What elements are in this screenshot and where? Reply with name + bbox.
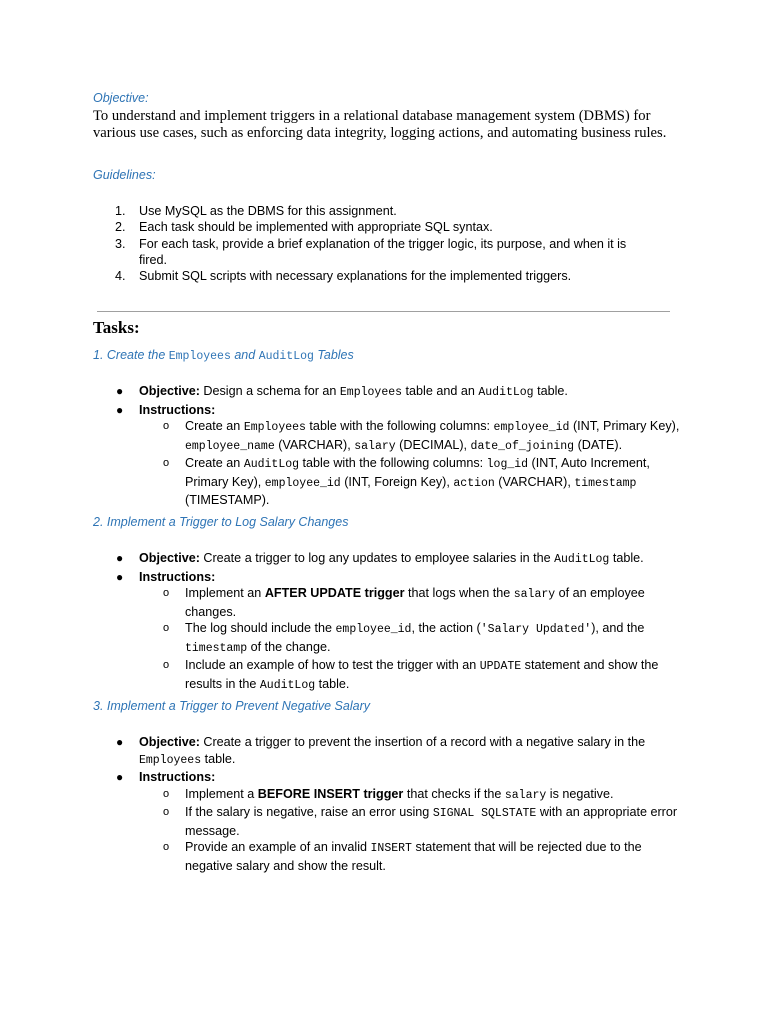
objective-bullet: ● Objective: Create a trigger to prevent the insertion of a record with a negative salary in the Employees table.	[116, 735, 646, 767]
text-run: 2. Implement a Trigger to Log Salary Changes	[93, 515, 349, 529]
inline-code: AuditLog	[258, 350, 314, 363]
text-run: that logs when the	[404, 586, 514, 600]
bullet-icon: ●	[116, 384, 124, 398]
text-run: with an appropriate error message.	[185, 805, 678, 838]
text-run: Include an example of how to test the trigger with an	[185, 658, 480, 672]
task-bullets	[93, 383, 683, 509]
inline-code: employee_id	[335, 623, 412, 636]
guideline-item: 4. Submit SQL scripts with necessary explanations for the implemented triggers.	[115, 269, 572, 284]
task-bullets	[93, 734, 683, 874]
text-run: Create an	[185, 456, 244, 470]
text-run: (INT, Auto Increment, Primary Key),	[185, 456, 650, 489]
inline-code: Employees	[243, 421, 306, 434]
instruction-item	[139, 839, 683, 874]
instruction-item	[139, 418, 683, 455]
text-run: Create an	[185, 419, 244, 433]
text-run: , the action (	[411, 621, 481, 635]
inline-code: salary	[504, 788, 547, 802]
inline-code: timestamp	[574, 476, 637, 490]
text-run: Provide an example of an invalid	[185, 840, 371, 854]
circle-bullet-icon: o	[163, 659, 170, 671]
inline-code: action	[453, 476, 495, 490]
text-run: (DECIMAL),	[395, 437, 471, 452]
circle-bullet-icon: o	[163, 806, 170, 818]
instructions-bullet: ● Instructions: o Implement a BEFORE INSERT trigger that checks if the salary is negative. o If the salary is negative, raise an error using SIGNAL SQLSTATE with an appropriate error message. o Provide an example of an invalid INSERT statement that will be rejected due to the negative salary and show the result.	[93, 769, 683, 874]
text-run: The log should include the	[185, 621, 336, 635]
task-heading	[93, 515, 348, 529]
task-bullets	[93, 550, 683, 694]
text-run: table.	[201, 751, 236, 766]
instruction-list	[139, 418, 683, 509]
bold-text: AFTER UPDATE trigger	[264, 586, 405, 600]
instruction-item	[139, 620, 683, 657]
text-run: (INT, Primary Key),	[569, 419, 680, 433]
inline-code: AuditLog	[478, 386, 534, 399]
inline-code: employee_id	[264, 476, 341, 490]
circle-bullet-icon: o	[163, 622, 170, 634]
inline-code: AuditLog	[554, 553, 610, 566]
inline-code: log_id	[486, 458, 529, 471]
inline-code: date_of_joining	[470, 439, 575, 453]
objective-text: To understand and implement triggers in a relational database management system (DBMS) for various use cases, such as enforcing data integrity, logging actions, and automating business rules.	[93, 108, 667, 141]
text-run: If the salary is negative, raise an error using	[185, 805, 433, 819]
circle-bullet-icon: o	[163, 457, 170, 469]
circle-bullet-icon: o	[163, 587, 170, 599]
inline-code: Employees	[168, 350, 231, 363]
guideline-item: 3. For each task, provide a brief explanation of the trigger logic, its purpose, and when it is fired.	[115, 236, 627, 267]
guidelines-heading: Guidelines:	[93, 168, 156, 182]
objective-heading: Objective:	[93, 91, 149, 105]
bullet-icon: ●	[116, 770, 124, 784]
text-run: (TIMESTAMP).	[185, 493, 270, 507]
guidelines-list	[93, 203, 653, 284]
text-run: and	[230, 348, 259, 362]
text-run: table and an	[402, 384, 479, 398]
text-run: of the change.	[247, 639, 331, 654]
inline-code: salary	[513, 588, 556, 601]
text-run: (VARCHAR),	[274, 437, 355, 452]
inline-code: employee_id	[493, 421, 570, 434]
instruction-item	[139, 786, 683, 805]
text-run: table with the following columns:	[305, 419, 494, 433]
circle-bullet-icon: o	[163, 787, 170, 800]
text-run: table.	[609, 551, 644, 565]
inline-code: Employees	[139, 753, 202, 767]
instruction-list	[139, 786, 683, 875]
bullet-icon: ●	[116, 735, 124, 749]
bullet-icon: ●	[116, 551, 124, 565]
guideline-item: 1. Use MySQL as the DBMS for this assignment.	[115, 204, 397, 218]
text-run: (DATE).	[574, 437, 623, 452]
text-run: Implement an	[185, 586, 265, 600]
circle-bullet-icon: o	[163, 841, 170, 853]
guideline-item: 2. Each task should be implemented with appropriate SQL syntax.	[115, 220, 493, 235]
text-run: that checks if the	[403, 786, 505, 801]
text-run: Implement a	[185, 786, 258, 801]
instruction-item	[139, 455, 683, 509]
objective-bullet: ● Objective: Create a trigger to log any updates to employee salaries in the AuditLog table.	[116, 551, 644, 566]
inline-code: salary	[354, 439, 396, 453]
horizontal-divider	[97, 311, 670, 312]
inline-code: INSERT	[370, 842, 412, 855]
text-run: table.	[315, 676, 350, 691]
objective-bullet: ● Objective: Design a schema for an Employees table and an AuditLog table.	[116, 384, 568, 399]
inline-code: SIGNAL SQLSTATE	[432, 807, 537, 820]
text-run: Tables	[313, 348, 354, 362]
inline-code: UPDATE	[479, 660, 522, 673]
task-heading	[93, 348, 354, 363]
text-run: table.	[533, 384, 568, 398]
text-run: 3. Implement a Trigger to Prevent Negative Salary	[93, 699, 370, 713]
instructions-bullet: ● Instructions: o Create an Employees table with the following columns: employee_id (INT, Primary Key), employee_name (VARCHAR), salary (DECIMAL), date_of_joining (DATE). o Create an AuditLog table with the following columns: log_id (INT, Auto Increment, Primary Key), employee_id (INT, Foreign Key), action (VARCHAR), timestamp (TIMESTAMP).	[93, 402, 683, 509]
instruction-item	[139, 585, 683, 620]
instruction-item	[139, 657, 683, 694]
task-heading	[93, 699, 370, 713]
inline-code: Employees	[339, 386, 403, 399]
text-run: is negative.	[546, 786, 614, 801]
circle-bullet-icon: o	[163, 420, 170, 432]
text-run: ), and the	[591, 621, 645, 635]
inline-code: AuditLog	[259, 678, 316, 692]
text-run: Design a schema for an	[199, 384, 340, 398]
text-run: statement and show the results in the	[185, 658, 659, 691]
instruction-list	[139, 585, 683, 694]
text-run: (INT, Foreign Key),	[340, 474, 454, 489]
bullet-icon: ●	[116, 402, 124, 417]
text-run: 1. Create the	[93, 348, 169, 362]
text-run: Create a trigger to log any updates to employee salaries in the	[199, 551, 555, 565]
instruction-item	[139, 804, 683, 839]
text-run: of an employee changes.	[185, 586, 645, 619]
bullet-icon: ●	[116, 569, 124, 584]
inline-code: 'Salary Updated'	[480, 623, 592, 636]
text-run: table with the following columns:	[299, 456, 487, 470]
text-run: (VARCHAR),	[494, 474, 575, 489]
inline-code: employee_name	[185, 439, 275, 453]
tasks-title: Tasks:	[93, 318, 140, 337]
instructions-bullet: ● Instructions: o Implement an AFTER UPDATE trigger that logs when the salary of an employee changes. o The log should include the employee_id, the action ('Salary Updated'), and the timestamp of the change. o Include an example of how to test the trigger with an UPDATE statement and show the results in the AuditLog table.	[93, 569, 683, 695]
inline-code: AuditLog	[243, 458, 300, 471]
inline-code: timestamp	[185, 641, 248, 655]
bold-text: BEFORE INSERT trigger	[257, 786, 404, 801]
text-run: statement that will be rejected due to the negative salary and show the result.	[185, 840, 642, 873]
text-run: Create a trigger to prevent the insertion of a record with a negative salary in the	[199, 735, 646, 749]
